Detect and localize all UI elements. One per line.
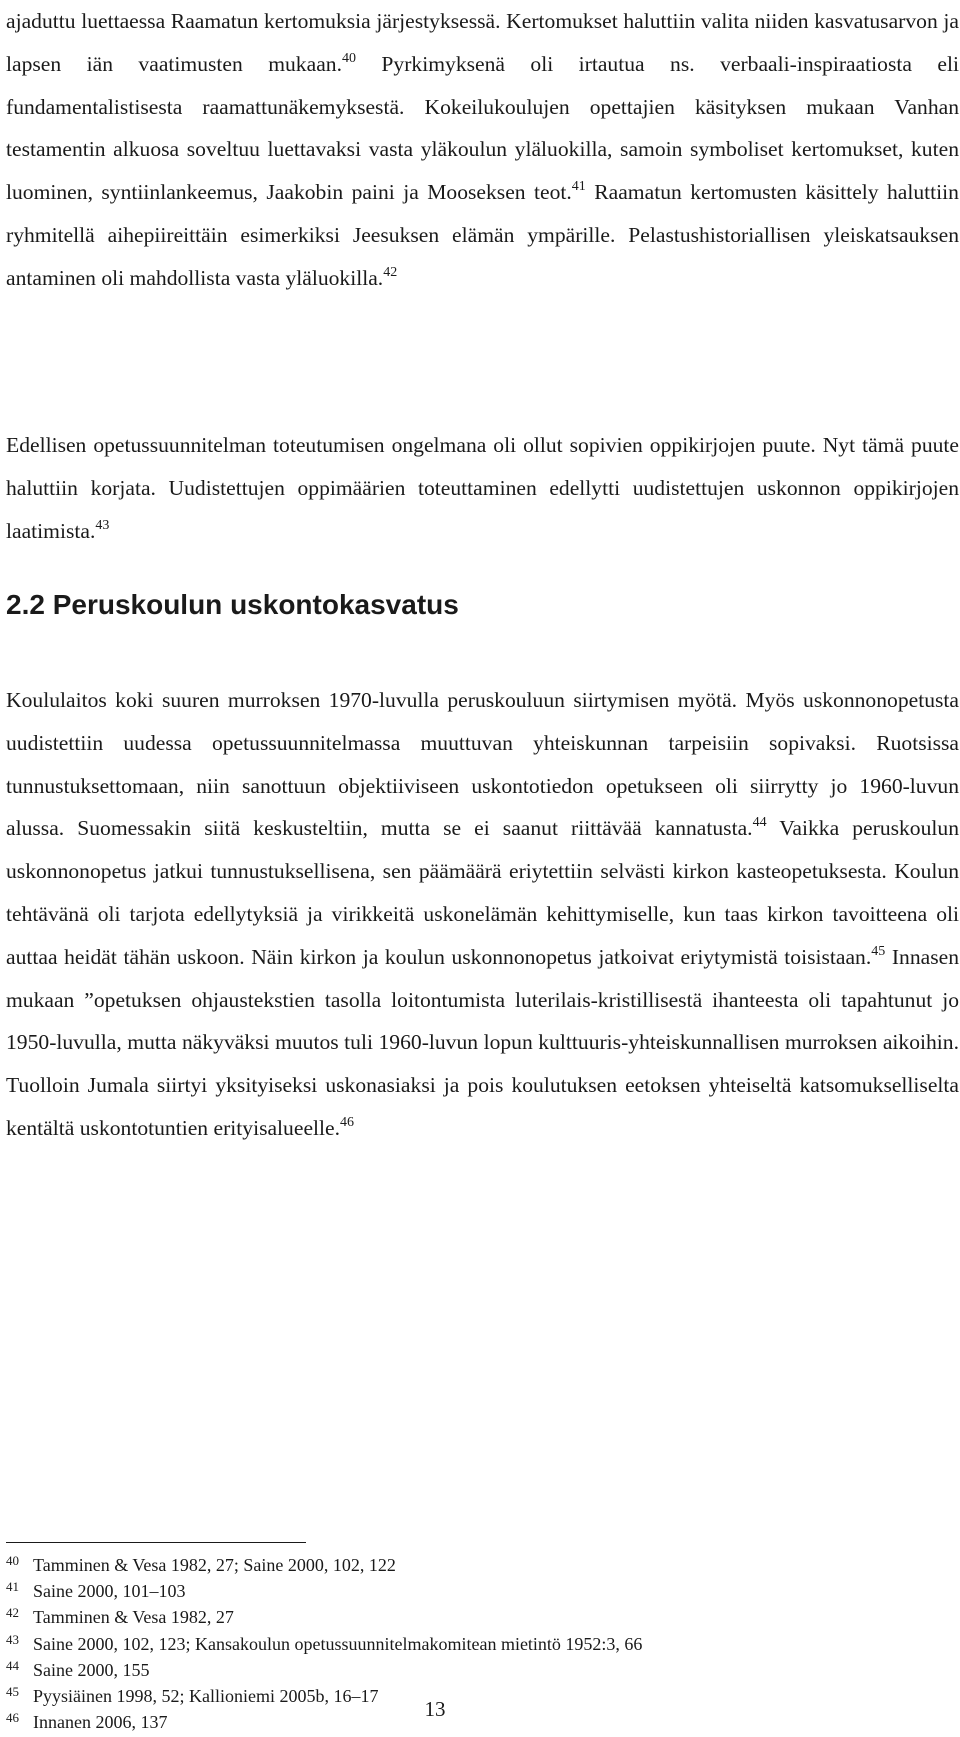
body-paragraph [6, 679, 959, 1150]
footnote-text: Pyysiäinen 1998, 52; Kallioniemi 2005b, 16–17 [33, 1685, 379, 1706]
footnote-number: 40 [6, 1553, 19, 1568]
paragraph-text: Pyrkimyksenä oli irtautua ns. verbaali-inspiraatiosta eli fundamentalistisesta raamattunäkemyksestä. Kokeilukoulujen opettajien käsityksen mukaan Vanhan testamentin alkuosa soveltuu luettavaksi vasta yläkoulun yläluokilla, samoin symboliset kertomukset, kuten luominen, syntiinlankeemus, Jaakobin paini ja Mooseksen teot. [6, 51, 959, 205]
footnote-text: Saine 2000, 102, 123; Kansakoulun opetussuunnitelmakomitean mietintö 1952:3, 66 [33, 1633, 643, 1654]
footnote-reference[interactable]: 45 [871, 943, 886, 959]
footnote-reference[interactable]: 44 [752, 815, 767, 831]
footnote [6, 1631, 946, 1657]
footnote [6, 1552, 946, 1578]
paragraph-text: Koululaitos koki suuren murroksen 1970-luvulla peruskouluun siirtymisen myötä. Myös uskonnonopetusta uudistettiin uudessa opetussuunnitelmassa muuttuvan yhteiskunnan tarpeisiin sopivaksi. Ruotsissa tunnustuksettomaan, niin sanottuun objektiiviseen uskontotiedon opetukseen oli siirrytty jo 1960-luvun alussa. Suomessakin siitä keskusteltiin, mutta se ei saanut riittävää kannatusta. [6, 688, 959, 841]
footnote-reference[interactable]: 41 [571, 179, 586, 195]
footnote [6, 1657, 946, 1683]
footnote-reference[interactable]: 43 [95, 517, 110, 533]
footnote-number: 45 [6, 1683, 19, 1699]
footnote-text: Tamminen & Vesa 1982, 27 [33, 1607, 234, 1628]
page-number: 13 [424, 1697, 446, 1721]
footnote [6, 1604, 946, 1630]
footnote-number: 43 [6, 1631, 19, 1647]
paragraph-text: Edellisen opetussuunnitelman toteutumisen ongelmana oli ollut sopivien oppikirjojen puute. Nyt tämä puute haluttiin korjata. Uudistettujen oppimäärien toteuttaminen edellytti uudistettujen uskonnon oppikirjojen laatimista. [6, 433, 959, 543]
paragraph-text: Vaikka peruskoulun uskonnonopetus jatkui tunnustuksellisena, sen päämäärä eriytettiin selvästi kirkon kasteopetuksesta. Koulun tehtävänä oli tarjota edellytyksiä ja virikkeitä uskonelämän kehittymiselle, kun taas kirkon tavoitteena oli auttaa heidät tähän uskoon. Näin kirkon ja koulun uskonnonopetus jatkoivat eriytymistä toisistaan. [6, 816, 959, 969]
footnote-text: Saine 2000, 101–103 [33, 1581, 186, 1602]
paragraph-text: Innasen mukaan ”opetuksen ohjaustekstien tasolla loitontumista luterilais-kristillisestä ihanteesta oli tapahtunut jo 1950-luvulla, mutta näkyväksi muutos tuli 1960-luvun lopun kulttuuris-yhteiskunnallisen murroksen aikoihin. Tuolloin Jumala siirtyi yksityiseksi uskonasiaksi ja pois koulutuksen eetoksen yhteiseltä katsomukselliselta kentältä uskontotuntien erityisalueelle. [6, 944, 959, 1140]
paragraph-text: ajaduttu luettaessa Raamatun kertomuksia järjestyksessä. Kertomukset haluttiin valita niiden kasvatusarvon ja lapsen iän vaatimusten mukaan. [6, 9, 959, 76]
footnote-number: 41 [6, 1579, 19, 1595]
body-paragraph [6, 424, 959, 552]
section-heading: 2.2 Peruskoulun uskontokasvatus [6, 589, 459, 620]
footnote-text: Tamminen & Vesa 1982, 27; Saine 2000, 102, 122 [33, 1555, 396, 1575]
body-paragraph [6, 0, 959, 300]
footnote-separator [6, 1542, 306, 1543]
footnote-text: Innanen 2006, 137 [33, 1712, 168, 1733]
footnote-text: Saine 2000, 155 [33, 1659, 150, 1680]
footnote [6, 1578, 946, 1604]
footnote-number: 44 [6, 1657, 19, 1673]
footnote-reference[interactable]: 42 [383, 264, 398, 280]
footnote-number: 46 [6, 1710, 19, 1726]
footnote-reference[interactable]: 46 [340, 1114, 355, 1130]
footnote-number: 42 [6, 1605, 19, 1621]
paragraph-text: Raamatun kertomusten käsittely haluttiin ryhmitellä aihepiireittäin esimerkiksi Jeesuksen elämän ympärille. Pelastushistoriallisen yleiskatsauksen antaminen oli mahdollista vasta yläluokilla. [6, 180, 959, 290]
footnote-reference[interactable]: 40 [341, 50, 356, 66]
